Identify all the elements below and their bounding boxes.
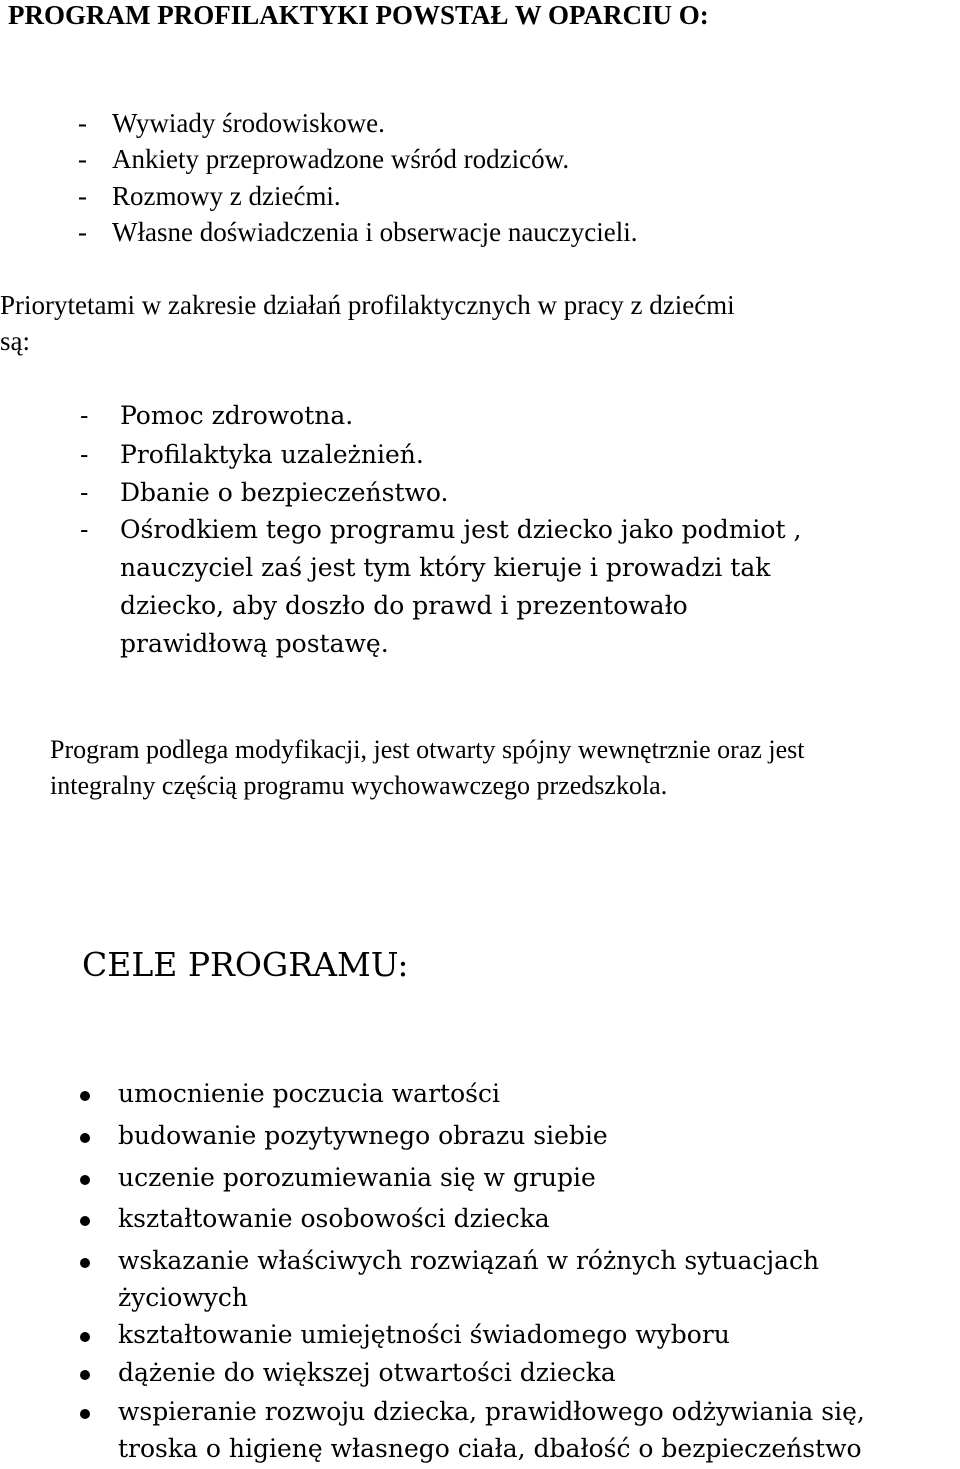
bullet-icon [80,1258,90,1268]
bullet-icon [80,1175,90,1185]
list-item-line: prawidłową postawę. [120,629,389,658]
list-dash: - [80,478,89,507]
goal-item: budowanie pozytywnego obrazu siebie [118,1121,608,1150]
bullet-icon [80,1409,90,1419]
list-dash: - [78,108,87,138]
list-item: Własne doświadczenia i obserwacje nauczycieli. [112,217,638,247]
list-dash: - [80,440,89,469]
bullet-icon [80,1216,90,1226]
program-note-line1: Program podlega modyfikacji, jest otwarty spójny wewnętrznie oraz jest [50,735,805,764]
list-item: Dbanie o bezpieczeństwo. [120,478,449,507]
list-item: Pomoc zdrowotna. [120,401,354,430]
list-dash: - [78,144,87,174]
goal-item: dążenie do większej otwartości dziecka [118,1358,616,1387]
list-item-line: dziecko, aby doszło do prawd i prezentowało [120,591,688,620]
goal-item-continuation: troska o higienę własnego ciała, dbałość o bezpieczeństwo [118,1434,862,1463]
goals-title: CELE PROGRAMU: [82,945,409,984]
list-dash: - [78,181,87,211]
priorities-intro-line2: są: [0,326,30,356]
list-dash: - [80,515,89,544]
goal-item: uczenie porozumiewania się w grupie [118,1163,596,1192]
program-note-line2: integralny częścią programu wychowawczego przedszkola. [50,771,668,800]
list-item: Wywiady środowiskowe. [112,108,385,138]
list-dash: - [78,217,87,247]
goal-item-continuation: życiowych [118,1283,248,1312]
list-dash: - [80,401,89,430]
bullet-icon [80,1133,90,1143]
bullet-icon [80,1370,90,1380]
list-item: Profilaktyka uzależnień. [120,440,424,469]
list-item: Rozmowy z dziećmi. [112,181,341,211]
page-heading: PROGRAM PROFILAKTYKI POWSTAŁ W OPARCIU O: [8,0,709,30]
goal-item: kształtowanie umiejętności świadomego wyboru [118,1320,730,1349]
bullet-icon [80,1332,90,1342]
list-item-line: Ośrodkiem tego programu jest dziecko jako podmiot , [120,515,802,544]
goal-item: kształtowanie osobowości dziecka [118,1204,550,1233]
priorities-intro-line1: Priorytetami w zakresie działań profilaktycznych w pracy z dziećmi [0,290,735,320]
goal-item: umocnienie poczucia wartości [118,1079,500,1108]
list-item: Ankiety przeprowadzone wśród rodziców. [112,144,570,174]
goal-item: wspieranie rozwoju dziecka, prawidłowego odżywiania się, [118,1397,865,1426]
bullet-icon [80,1091,90,1101]
goal-item: wskazanie właściwych rozwiązań w różnych sytuacjach [118,1246,820,1275]
list-item-line: nauczyciel zaś jest tym który kieruje i prowadzi tak [120,553,771,582]
